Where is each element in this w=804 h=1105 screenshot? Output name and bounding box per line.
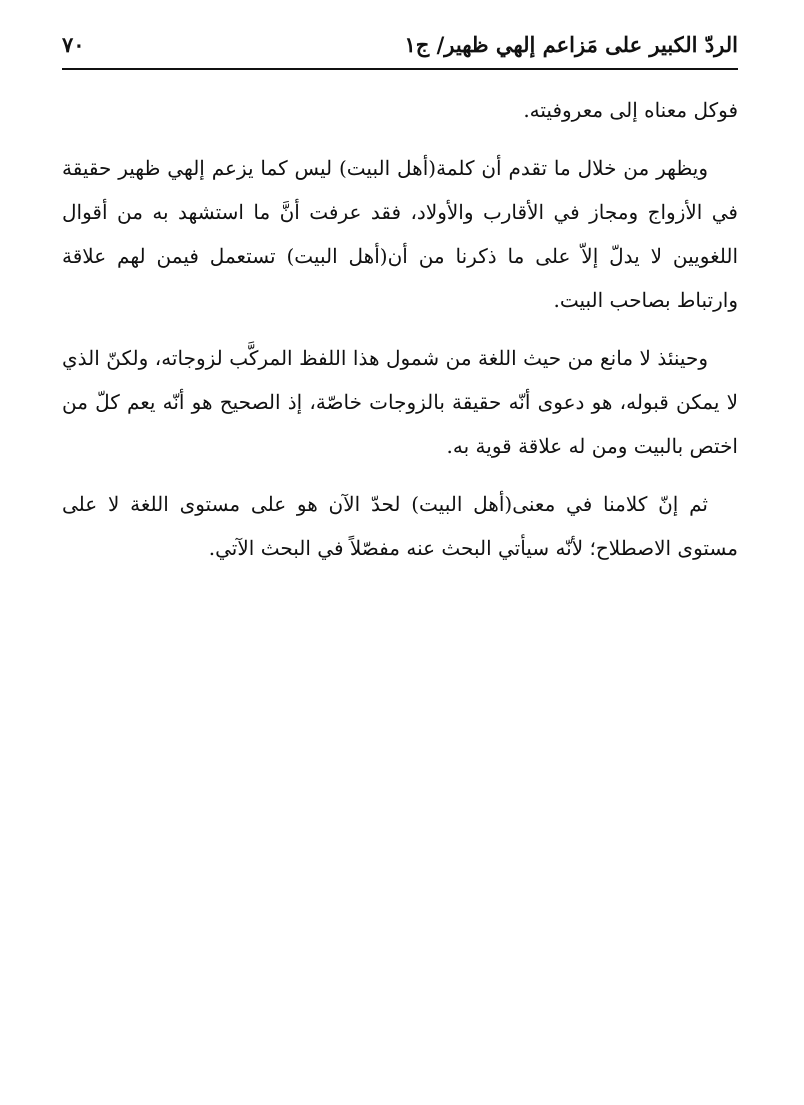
paragraph: ويظهر من خلال ما تقدم أن كلمة(أهل البيت) ليس كما يزعم إلهي ظهير حقيقة في الأزواج ومجاز في الأقارب والأولاد، فقد عرفت أنَّ ما استشهد به من أقوال اللغويين لا يدلّ إلاّ على ما ذكرنا من أن(أهل البيت) تستعمل فيمن لهم علاقة وارتباط بصاحب البيت. xyxy=(62,156,738,312)
paragraph: ثم إنّ كلامنا في معنى(أهل البيت) لحدّ الآن هو على مستوى اللغة لا على مستوى الاصطلاح؛ لأنّه سيأتي البحث عنه مفصّلاً في البحث الآتي. xyxy=(62,492,738,560)
page-header xyxy=(62,28,738,66)
header-divider xyxy=(62,68,738,70)
page-number: ٧٠ xyxy=(62,32,85,57)
running-title: الردّ الكبير على مَزاعم إلهي ظهير/ ج١ xyxy=(404,32,738,57)
paragraph: وحينئذ لا مانع من حيث اللغة من شمول هذا اللفظ المركَّب لزوجاته، ولكنّ الذي لا يمكن قبوله، هو دعوى أنّه حقيقة بالزوجات خاصّة، إذ الصحيح هو أنّه يعم كلّ من اختص بالبيت ومن له علاقة قوية به. xyxy=(62,346,738,458)
paragraph-continuation: فوكل معناه إلى معروفيته. xyxy=(523,98,738,122)
page-body xyxy=(62,88,738,584)
